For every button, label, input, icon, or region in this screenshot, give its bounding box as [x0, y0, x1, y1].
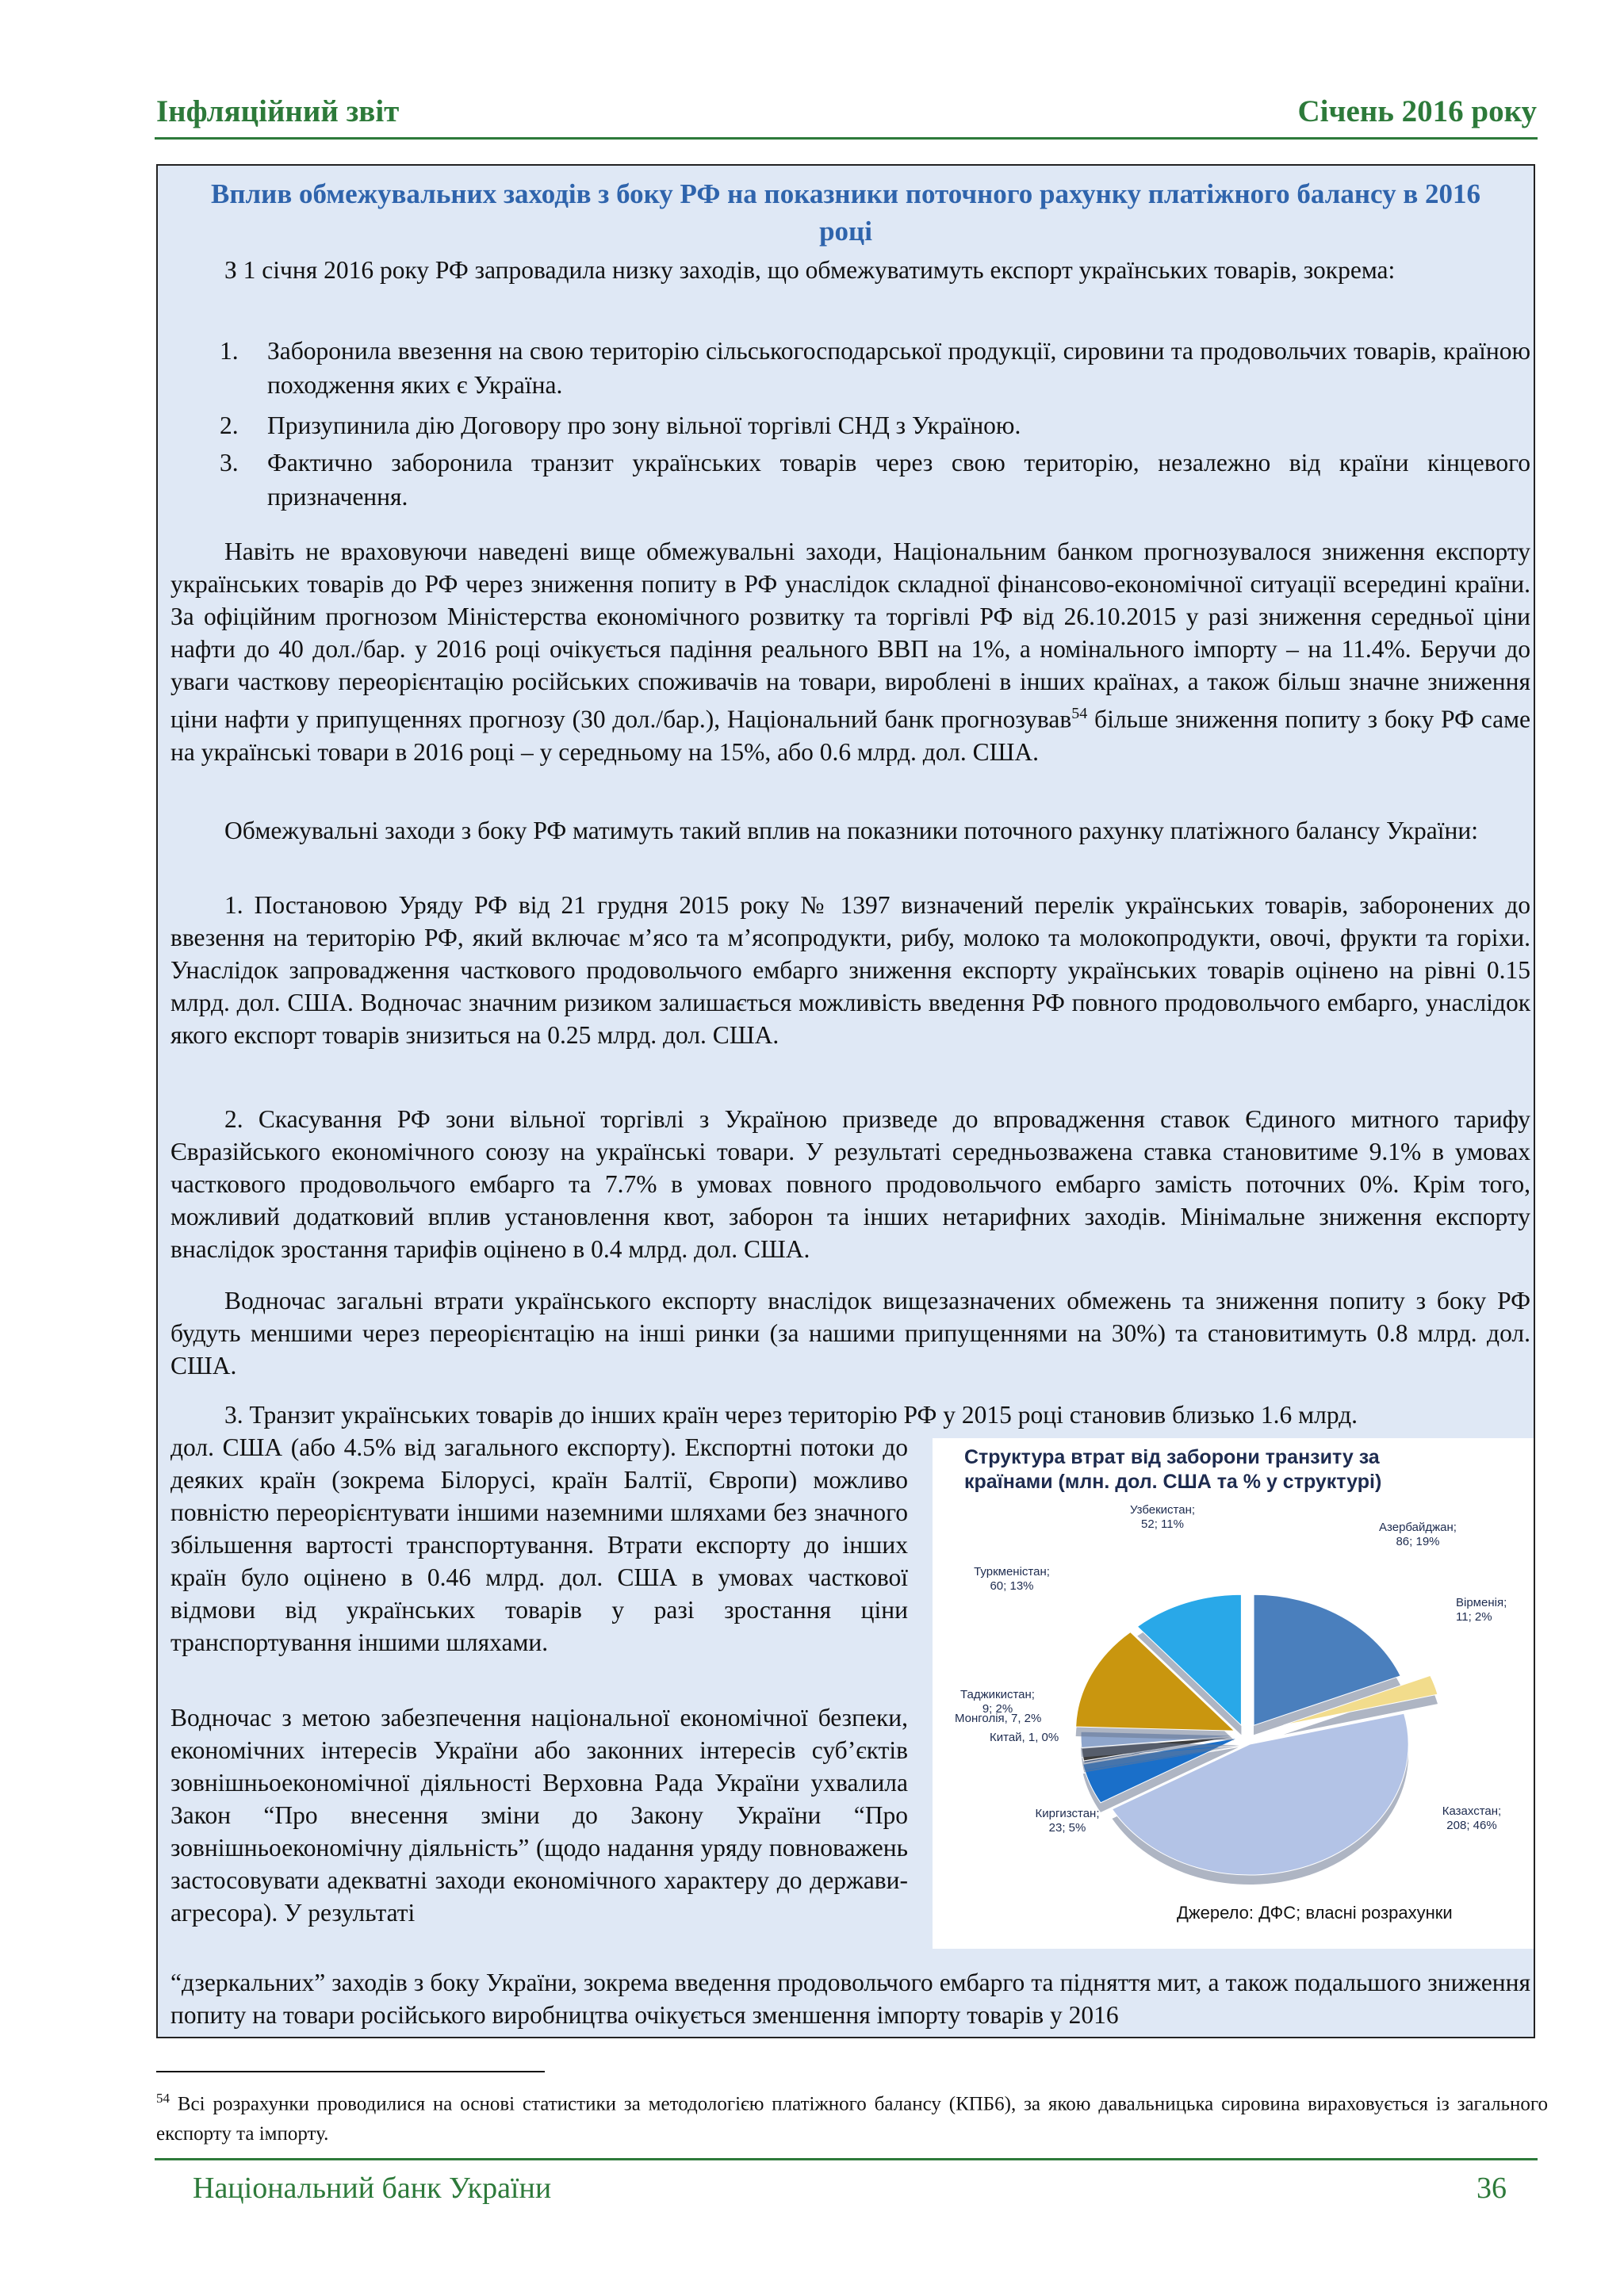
pie-label-value: 86; 19% — [1396, 1535, 1440, 1548]
law-paragraph: Водночас з метою забезпечення національної економічної безпеки, економічних інтересів України або законних інтересів суб’єктів зовнішньоекономічної діяльності Верховна Рада України ухвалила Закон “Про внесення зміни до Закону України “Про зовнішньоекономічну діяльність” (щодо надання уряду повноважень застосовувати адекватні заходи економічного характеру до держави-агресора). У результаті — [170, 1704, 908, 1927]
list-item — [220, 334, 1530, 402]
header-date: Січень 2016 року — [1297, 94, 1537, 128]
list-number: 1. — [220, 337, 239, 365]
list-number: 2. — [220, 411, 239, 439]
header-divider — [155, 137, 1538, 140]
list-item — [220, 446, 1530, 514]
pie-label-name: Вірменія; — [1456, 1596, 1507, 1609]
pie-label-value: 11; 2% — [1456, 1610, 1492, 1624]
chart-title-line2: країнами (млн. дол. США та % у структурі) — [964, 1471, 1382, 1493]
pie-label: Монголія, 7, 2% — [955, 1712, 1042, 1725]
chart-source: Джерело: ДФС; власні розрахунки — [1177, 1903, 1453, 1923]
info-box — [156, 164, 1535, 2038]
footer-bank-name: Національний банк України — [193, 2172, 552, 2205]
pie-label-value: 23; 5% — [1048, 1821, 1086, 1835]
pie-label-name: Узбекистан; — [1129, 1503, 1196, 1517]
list-item — [220, 408, 1530, 442]
pie-chart-svg — [933, 1438, 1534, 1949]
transit-paragraph-rest: дол. США (або 4.5% від загального експорту). Експортні потоки до деяких країн (зокрема Білорусі, країн Балтії, Європи) можливо повністю переорієнтувати іншими наземними шляхами без значного збільшення вартості транспортування. Втрати експорту до інших країн було оцінено в 0.46 млрд. дол. США в умовах часткової відмови від українських товарів у разі зростання ціни транспортування іншими шляхами. — [170, 1433, 908, 1656]
intro-paragraph: З 1 січня 2016 року РФ запровадила низку заходів, що обмежуватимуть експорт українських товарів, зокрема: — [224, 256, 1396, 284]
food-embargo-paragraph: 1. Постановою Уряду РФ від 21 грудня 2015 року № 1397 визначений перелік українських товарів, заборонених до ввезення на територію РФ, який включає м’ясо та м’ясопродукти, рибу, молоко та молокопродукти, овочі, фрукти та горіхи. Унаслідок запровадження часткового продовольчого ембарго зниження експорту українських товарів оцінено на рівні 0.15 млрд. дол. США. Водночас значним ризиком залишається можливість введення РФ повного продовольчого ембарго, унаслідок якого експорт товарів знизиться на 0.25 млрд. дол. США. — [170, 891, 1530, 1049]
pie-label: Китай, 1, 0% — [990, 1731, 1059, 1744]
footnote — [156, 2084, 1548, 2149]
pie-label-value: 60; 13% — [990, 1579, 1034, 1593]
footnote-ref: 54 — [1071, 705, 1088, 722]
mirror-measures-paragraph: “дзеркальних” заходів з боку України, зокрема введення продовольчого ембарго та підняття мит, а також подальшого зниження попиту на товари російського виробництва очікується зменшення імпорту товарів у 2016 — [170, 1969, 1530, 2029]
footer-divider — [155, 2158, 1538, 2160]
free-trade-paragraph: 2. Скасування РФ зони вільної торгівлі з Україною призведе до впровадження ставок Єдиного митного тарифу Євразійського економічного союзу на українські товари. У результаті середньозважена ставка становитиме 9.1% в умовах часткового продовольчого ембарго та 7.7% в умовах повного продовольчого ембарго замість поточних 0%. Крім того, можливий додатковий вплив установлення квот, заборон та інших нетарифних заходів. Мінімальне зниження експорту внаслідок зростання тарифів оцінено в 0.4 млрд. дол. США. — [170, 1105, 1530, 1263]
list-text: Призупинила дію Договору про зону вільної торгівлі СНД з Україною. — [267, 411, 1021, 439]
pie-label-name: Таджикистан; — [960, 1688, 1035, 1701]
page-number: 36 — [1477, 2172, 1507, 2205]
footnote-number: 54 — [156, 2091, 170, 2106]
losses-paragraph: Водночас загальні втрати українського експорту внаслідок вищезазначених обмежень та зниження попиту з боку РФ будуть меншими через переорієнтацію на інші ринки (за нашими припущеннями на 30%) та становитимуть 0.8 млрд. дол. США. — [170, 1287, 1530, 1380]
box-title: Вплив обмежувальних заходів з боку РФ на показники поточного рахунку платіжного балансу в 2016 році — [211, 178, 1480, 247]
pie-label-name: Азербайджан; — [1379, 1521, 1457, 1534]
pie-label-name: Туркменістан; — [974, 1565, 1050, 1578]
pie-label-value: 52; 11% — [1141, 1517, 1184, 1531]
list-number: 3. — [220, 449, 239, 476]
pie-label-name: Казахстан; — [1442, 1804, 1502, 1818]
footnote-divider — [156, 2071, 545, 2072]
impact-intro-paragraph: Обмежувальні заходи з боку РФ матимуть такий вплив на показники поточного рахунку платіжного балансу України: — [224, 817, 1478, 844]
pie-label-name: Киргизстан; — [1035, 1807, 1100, 1820]
chart-title-line1: Структура втрат від заборони транзиту за — [964, 1446, 1380, 1468]
forecast-paragraph: Навіть не враховуючи наведені вище обмежувальні заходи, Національним банком прогнозувалося зниження експорту українських товарів до РФ через зниження попиту в РФ унаслідок складної фінансово-економічної ситуації всередині країни. За офіційним прогнозом Міністерства економічного розвитку та торгівлі РФ від 26.10.2015 у разі зниження середньої ціни нафти до 40 дол./бар. у 2016 році очікується падіння реального ВВП на 1%, а номінального імпорту – на 11.4%. Беручи до уваги часткову переорієнтацію російських споживачів на товари, вироблені в інших країнах, а також більш значне зниження ціни нафти у припущеннях прогнозу (30 дол./бар.), Національний банк прогнозував$^{54}$ більше зниження попиту з боку РФ саме на українські товари в 2016 році – у середньому на 15%, або 0.6 млрд. дол. США. — [170, 538, 1530, 766]
header-title: Інфляційний звіт — [156, 94, 400, 128]
pie-label-value: 208; 46% — [1446, 1819, 1497, 1832]
pie-label-value: 9; 2% — [982, 1702, 1013, 1716]
transit-pie-chart — [933, 1438, 1534, 1949]
transit-paragraph-first-line: 3. Транзит українських товарів до інших країн через територію РФ у 2015 році становив близько 1.6 млрд. — [224, 1401, 1358, 1429]
list-text: Заборонила ввезення на свою територію сільськогосподарської продукції, сировини та продовольчих товарів, країною походження яких є Україна. — [267, 337, 1530, 399]
footnote-text: Всі розрахунки проводилися на основі статистики за методологією платіжного балансу (КПБ6), за якою давальницька сировина вираховується із загального експорту та імпорту. — [156, 2093, 1548, 2145]
list-text: Фактично заборонила транзит українських товарів через свою територію, незалежно від країни кінцевого призначення. — [267, 449, 1530, 511]
